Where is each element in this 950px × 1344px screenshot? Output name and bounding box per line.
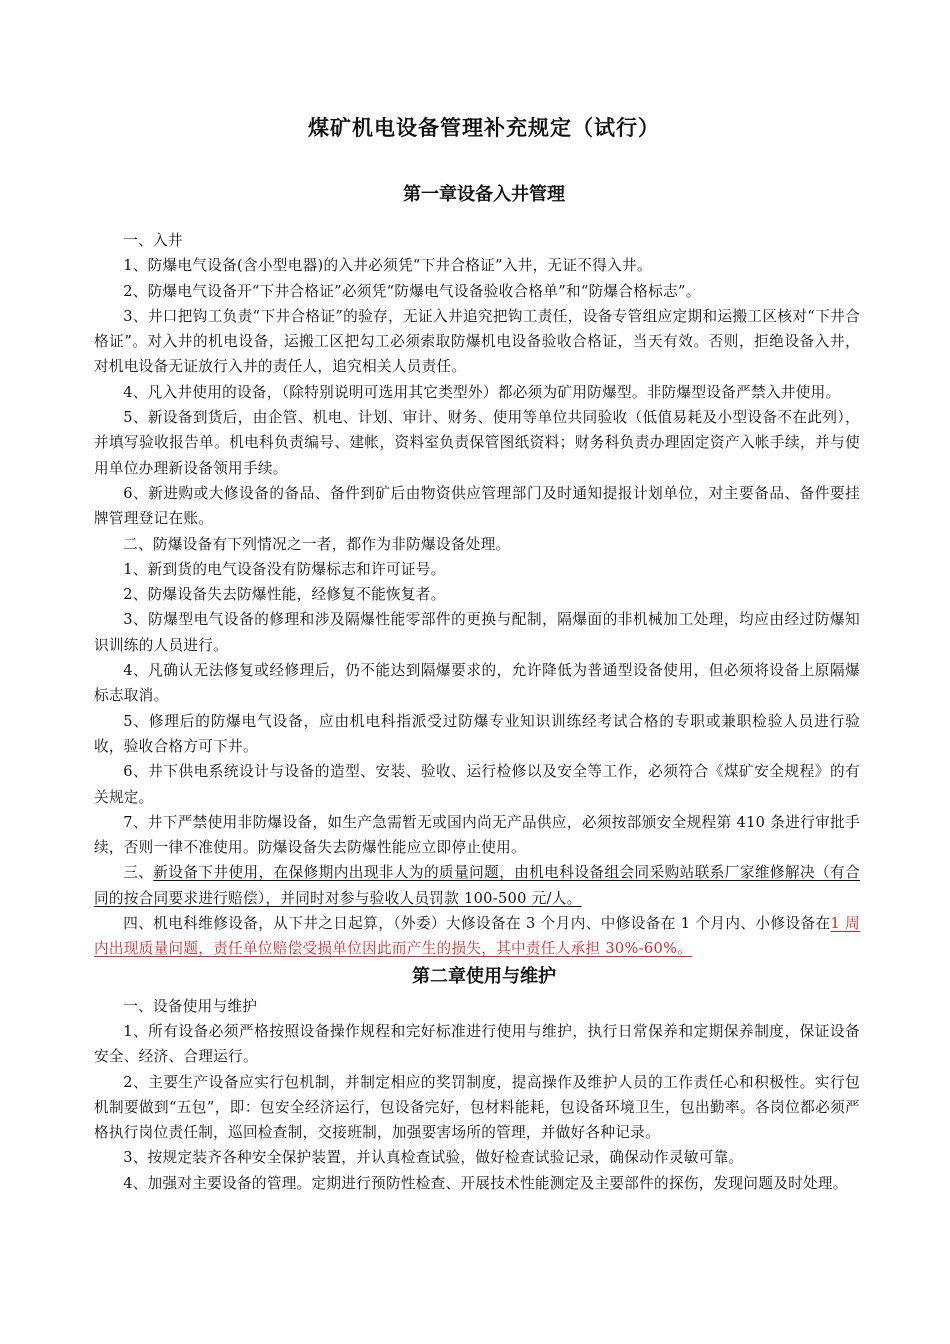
paragraph: 1、所有设备必须严格按照设备操作规程和完好标准进行使用与维护，执行日常保养和定期保养制度，保证设备安全、经济、合理运行。 (94, 1022, 860, 1066)
paragraph: 3、按规定装齐各种安全保护装置，并认真检查试验，做好检查试验记录，确保动作灵敏可靠。 (123, 1149, 744, 1167)
item-4-prefix: 四、机电科维修设备，从下井之日起算，（外委）大修设备在 3 个月内、中修设备在 1 个月内、小修设备在 (123, 915, 831, 933)
paragraph: 2、防爆设备失去防爆性能，经修复不能恢复者。 (123, 586, 446, 604)
paragraph: 5、修理后的防爆电气设备，应由机电科指派受过防爆专业知识训练经考试合格的专职或兼职检验人员进行验收，验收合格方可下井。 (94, 712, 860, 755)
paragraph: 4、凡确认无法修复或经修理后，仍不能达到隔爆要求的，允许降低为普通型设备使用，但必须将设备上原隔爆标志取消。 (94, 662, 860, 705)
paragraph: 6、井下供电系统设计与设备的造型、安装、验收、运行检修以及安全等工作，必须符合《煤矿安全规程》的有关规定。 (94, 763, 860, 806)
underlined-text: 新设备下井使用，在保修期内出现非人为的质量问题，由机电科设备组会同采购站联系厂家维修解决（有合同的按合同要求进行赔偿），并同时对参与验收人员罚款 100-500 元/人。 (94, 864, 860, 907)
item-3-prefix: 三、 (123, 864, 154, 882)
paragraph: 2、防爆电气设备开“下井合格证”必须凭“防爆电气设备验收合格单”和“防爆合格标志”。 (123, 282, 701, 300)
paragraph: 3、井口把钩工负责“下井合格证”的验存，无证入井追究把钩工责任，设备专管组应定期和运搬工区核对“下井合格证”。对入井的机电设备，运搬工区把勾工必须索取防爆机电设备验收合格证，当天有效。否则，拒绝设备入井，对机电设备无证放行入井的责任人，追究相关人员责任。 (94, 307, 860, 376)
paragraph: 6、新进购或大修设备的备品、备件到矿后由物资供应管理部门及时通知提报计划单位，对主要备品、备件要挂牌管理登记在账。 (94, 484, 860, 528)
chapter-2-title: 第二章使用与维护 (412, 965, 556, 987)
chapter-1-title: 第一章设备入井管理 (403, 184, 565, 205)
paragraph: 5、新设备到货后，由企管、机电、计划、审计、财务、使用等单位共同验收（低值易耗及小型设备不在此列），并填写验收报告单。机电科负责编号、建帐，资料室负责保管图纸资料；财务科负责办理固定资产入帐手续，并与使用单位办理新设备领用手续。 (94, 409, 860, 477)
paragraph: 1、防爆电气设备(含小型电器)的入井必须凭“下井合格证”入井，无证不得入井。 (123, 257, 652, 275)
paragraph: 一、设备使用与维护 (123, 997, 258, 1015)
chapter-1-body (94, 228, 860, 962)
paragraph: 二、防爆设备有下列情况之一者，都作为非防爆设备处理。 (123, 535, 511, 553)
chapter-2-body (94, 994, 860, 1196)
paragraph: 一、入井 (123, 232, 183, 249)
document-page (94, 112, 860, 1196)
paragraph: 7、井下严禁使用非防爆设备，如生产急需暂无或国内尚无产品供应，必须按部颁安全规程第 410 条进行审批手续，否则一律不准使用。防爆设备失去防爆性能应立即停止使用。 (94, 813, 860, 857)
paragraph: 2、主要生产设备应实行包机制，并制定相应的奖罚制度，提高操作及维护人员的工作责任心和积极性。实行包机制要做到“五包”，即：包安全经济运行，包设备完好，包材料能耗，包设备环境卫生，包出勤率。各岗位都必须严格执行岗位责任制，巡回检查制，交接班制，加强要害场所的管理，并做好各种记录。 (94, 1073, 860, 1142)
paragraph-item-3 (94, 860, 860, 911)
paragraph: 4、凡入井使用的设备，（除特别说明可选用其它类型外）都必须为矿用防爆型。非防爆型设备严禁入井使用。 (123, 383, 841, 401)
red-underlined-text: 1 周内出现质量问题，责任单位赔偿受损单位因此而产生的损失，其中责任人承担 30%-60%。 (94, 915, 860, 958)
paragraph: 4、加强对主要设备的管理。定期进行预防性检查、开展技术性能测定及主要部件的探伤，发现问题及时处理。 (123, 1174, 848, 1192)
paragraph-item-4 (94, 911, 860, 962)
paragraph: 3、防爆型电气设备的修理和涉及隔爆性能零部件的更换与配制，隔爆面的非机械加工处理，均应由经过防爆知识训练的人员进行。 (94, 611, 860, 654)
paragraph: 1、新到货的电气设备没有防爆标志和许可证号。 (123, 560, 446, 578)
document-title: 煤矿机电设备管理补充规定（试行） (308, 116, 660, 140)
